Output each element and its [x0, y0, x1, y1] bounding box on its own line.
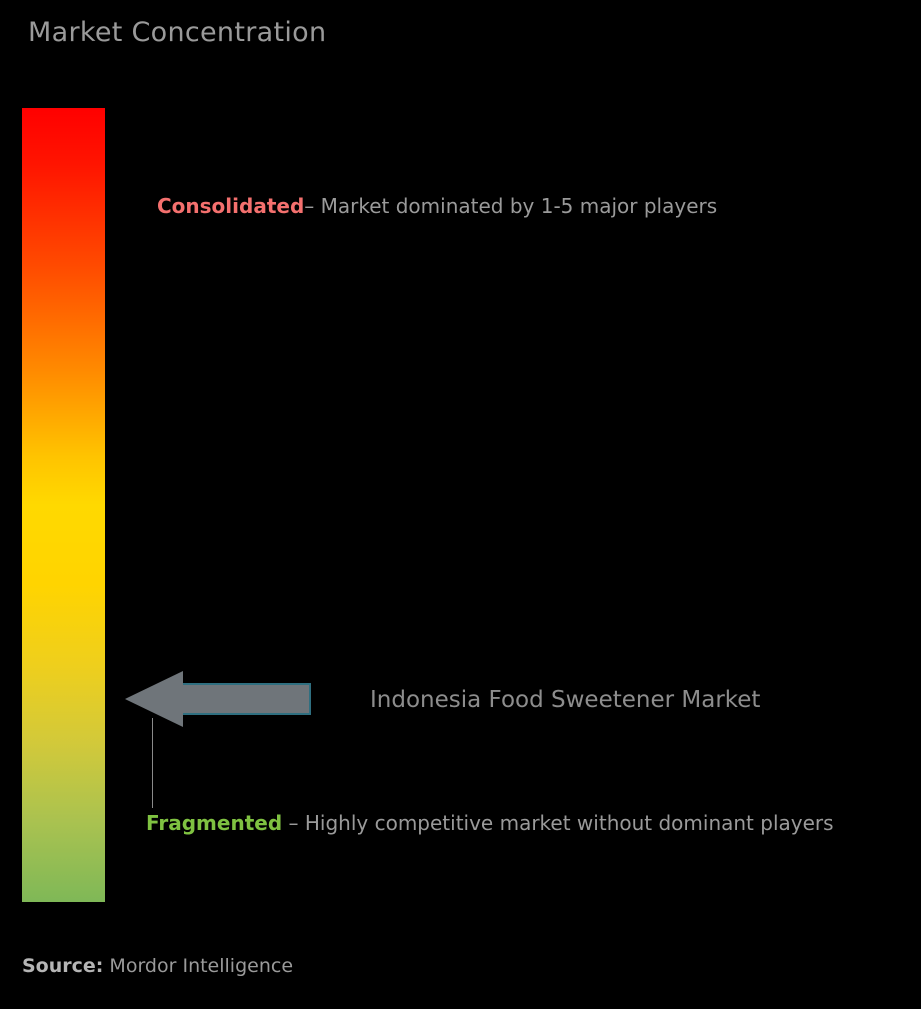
source-label: Source: — [22, 955, 104, 977]
source-value: Mordor Intelligence — [103, 955, 294, 977]
consolidated-description: – Market dominated by 1-5 major players — [304, 194, 718, 218]
concentration-gradient-scale — [22, 108, 105, 902]
page-title: Market Concentration — [28, 17, 327, 48]
fragmented-annotation — [146, 797, 891, 850]
arrow-shaft — [180, 683, 311, 715]
fragmented-key-label: Fragmented — [146, 811, 283, 835]
market-name-label: Indonesia Food Sweetener Market — [370, 687, 761, 713]
arrow-head-icon — [125, 671, 183, 727]
source-note — [22, 955, 293, 977]
market-position-arrow — [125, 671, 311, 727]
arrow-connector-line — [152, 718, 153, 808]
consolidated-key-label: Consolidated — [157, 194, 305, 218]
fragmented-description: – Highly competitive market without dominant players — [282, 811, 834, 835]
consolidated-annotation — [157, 194, 717, 218]
